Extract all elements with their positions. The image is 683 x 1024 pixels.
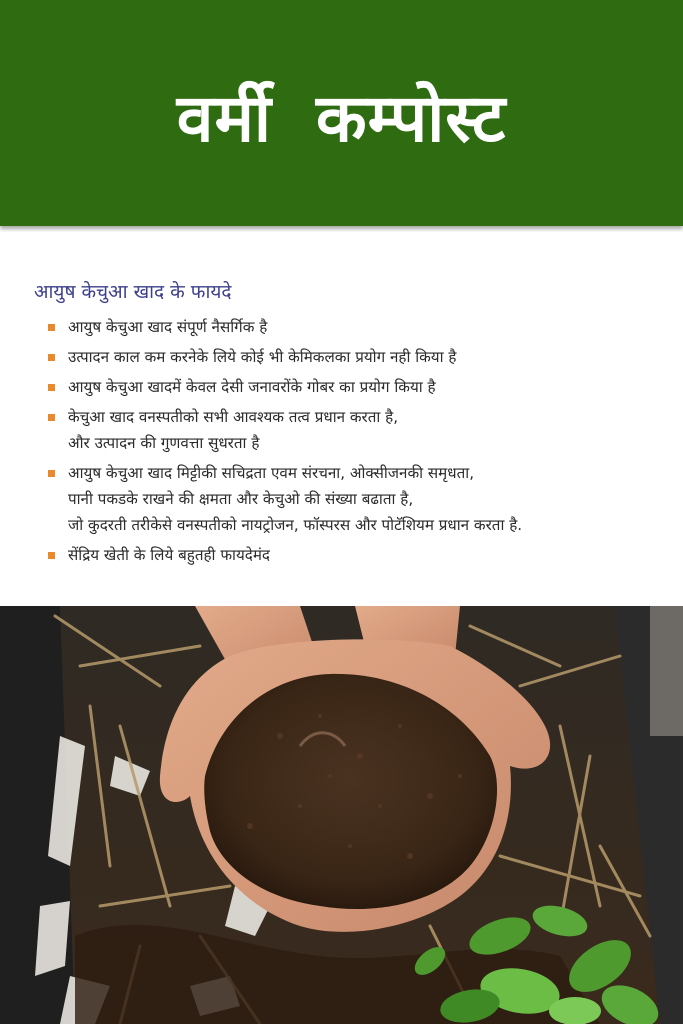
benefit-text: उत्पादन काल कम करनेके लिये कोई भी केमिकलका प्रयोग नही किया है — [68, 348, 457, 366]
benefit-text: पानी पकडके राखने की क्षमता और केचुओ की संख्या बढाता है, — [68, 490, 414, 508]
benefit-item — [48, 374, 668, 400]
benefit-text: सेंद्रिय खेती के लिये बहुतही फायदेमंद — [68, 546, 270, 564]
benefit-text: आयुष केचुआ खादमें केवल देसी जनावरोंके गोबर का प्रयोग किया है — [68, 378, 436, 396]
benefits-heading: आयुष केचुआ खाद के फायदे — [34, 281, 232, 303]
page-title: वर्मी कम्पोस्ट — [176, 80, 507, 157]
benefit-text: आयुष केचुआ खाद मिट्टीकी सचिद्रता एवम संरचना, ओक्सीजनकी समृधता, — [68, 464, 475, 482]
bullet-icon — [48, 552, 55, 559]
benefit-text: केचुआ खाद वनस्पतीको सभी आवश्यक तत्व प्रधान करता है, — [68, 408, 399, 426]
compost-photo — [0, 606, 683, 1024]
benefit-text: आयुष केचुआ खाद संपूर्ण नैसर्गिक है — [68, 318, 268, 336]
benefit-text: और उत्पादन की गुणवत्ता सुधरता है — [68, 434, 260, 452]
benefit-item — [48, 542, 668, 568]
benefit-text: जो कुदरती तरीकेसे वनस्पतीको नायट्रोजन, फॉस्परस और पोटॅशियम प्रधान करता है. — [68, 516, 523, 534]
bullet-icon — [48, 470, 55, 477]
benefit-item — [48, 404, 668, 456]
bullet-icon — [48, 354, 55, 361]
benefit-item — [48, 460, 668, 538]
benefits-list — [48, 314, 668, 572]
benefit-item — [48, 344, 668, 370]
bullet-icon — [48, 384, 55, 391]
bullet-icon — [48, 414, 55, 421]
floor-strip — [650, 606, 683, 736]
bullet-icon — [48, 324, 55, 331]
benefits-section — [0, 232, 683, 606]
benefit-item — [48, 314, 668, 340]
title-banner — [0, 0, 683, 226]
